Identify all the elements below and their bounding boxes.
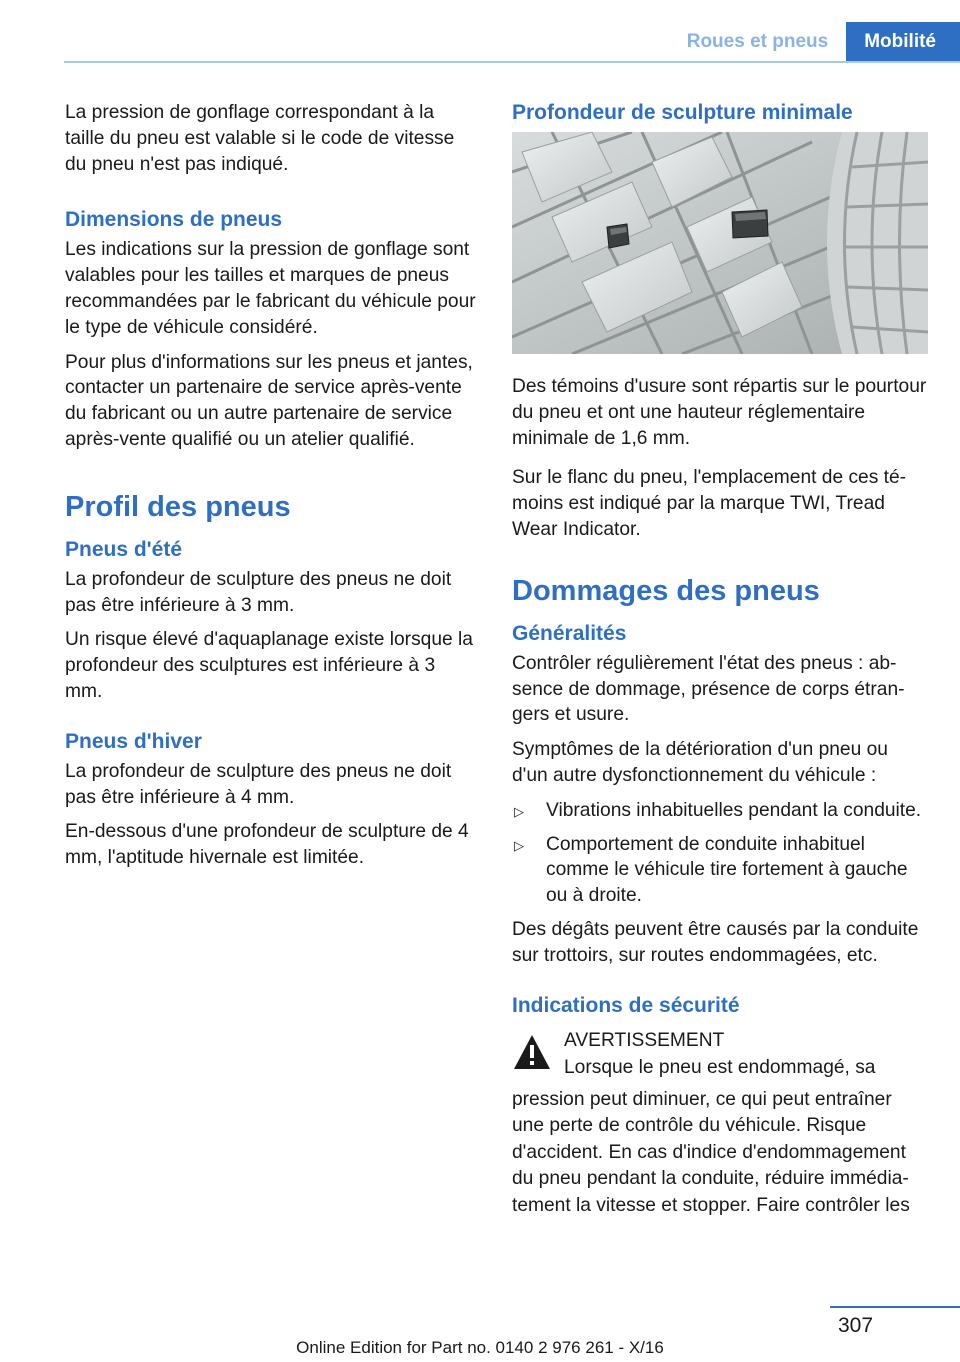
footer-divider (830, 1306, 960, 1308)
min-tread-depth-heading: Profondeur de sculpture minimale (512, 101, 853, 124)
section-tab[interactable]: Roues et pneus (669, 22, 846, 62)
right-column (512, 100, 928, 1228)
intro-paragraph: La pression de gonflage correspondant à la taille du pneu est valable si le code de vitesse du pneu n'est pas indiqué. (65, 102, 455, 175)
warning-text: pression peut diminuer, ce qui peut entraîner une perte de contrôle du véhicule. Risque d'accident. En cas d'indice d'endommagement du pneu pendant la conduite, réduire immédiatement la vitesse et stopper. Faire contrôler les (512, 1088, 910, 1216)
tire-dimensions-paragraph-2: Pour plus d'informations sur les pneus et jantes, contacter un partenaire de service après-vente du fabricant ou un autre partenaire de service après-vente qualifié ou un atelier qualifié. (65, 351, 473, 450)
tire-dimensions-paragraph-1: Les indications sur la pression de gonflage sont valables pour les tailles et marques de pneus recommandées par le fabricant du véhicule pour le type de véhicule considéré. (65, 239, 476, 338)
winter-tires-paragraph-2: En-dessous d'une profondeur de sculpture de 4 mm, l'aptitude hivernale est limitée. (65, 821, 469, 869)
general-paragraph-3: Des dégâts peuvent être causés par la conduite sur trottoirs, sur routes endommagées, etc. (512, 918, 919, 966)
summer-tires-heading: Pneus d'été (65, 537, 183, 561)
safety-heading: Indications de sécurité (512, 993, 740, 1017)
left-column (65, 100, 477, 880)
general-paragraph-1: Contrôler régulièrement l'état des pneus : absence de dommage, présence de corps étrangers et usure. (512, 652, 905, 726)
tire-tread-wear-indicator-image (512, 132, 928, 354)
winter-tires-paragraph-1: La profondeur de sculpture des pneus ne doit pas être inférieure à 4 mm. (65, 760, 452, 808)
page-number: 307 (838, 1314, 874, 1337)
header-divider (64, 61, 960, 63)
warning-label: AVERTISSEMENT (564, 1029, 725, 1051)
winter-tires-heading: Pneus d'hiver (65, 729, 202, 753)
tire-profile-heading: Profil des pneus (65, 490, 291, 523)
warning-block (512, 1027, 928, 1087)
summer-tires-paragraph-2: Un risque élevé d'aquaplanage existe lorsque la profondeur des sculptures est inférieure à 3 mm. (65, 629, 473, 702)
tread-paragraph-2: Sur le flanc du pneu, l'emplacement de ces témoins est indiqué par la marque TWI, Tread Wear Indicator. (512, 467, 907, 540)
general-heading: Généralités (512, 621, 627, 645)
tire-dimensions-heading: Dimensions de pneus (65, 208, 283, 232)
warning-first-line: Lorsque le pneu est endommagé, sa (564, 1056, 876, 1078)
summer-tires-paragraph-1: La profondeur de sculpture des pneus ne doit pas être inférieure à 3 mm. (65, 568, 452, 616)
triangle-bullet-icon: ▷ (514, 803, 524, 819)
triangle-bullet-icon: ▷ (514, 837, 524, 853)
header-tabs (669, 22, 960, 62)
tire-damage-heading: Dommages des pneus (512, 574, 820, 607)
warning-triangle-icon (512, 1033, 552, 1071)
general-paragraph-2: Symptômes de la détérioration d'un pneu ou d'un autre dysfonctionnement du véhicule : (512, 739, 888, 786)
chapter-tab[interactable]: Mobilité (846, 22, 960, 62)
list-item: ▷ Comportement de conduite inhabituel comme le véhicule tire fortement à gauche ou à droite. (514, 833, 908, 907)
edition-footer: Online Edition for Part no. 0140 2 976 261 - X/16 (296, 1338, 664, 1357)
list-item: ▷ Vibrations inhabituelles pendant la conduite. (512, 798, 928, 824)
tread-paragraph-1: Des témoins d'usure sont répartis sur le pourtour du pneu et ont une hauteur réglementaire minimale de 1,6 mm. (512, 376, 927, 449)
symptom-list (512, 798, 928, 909)
